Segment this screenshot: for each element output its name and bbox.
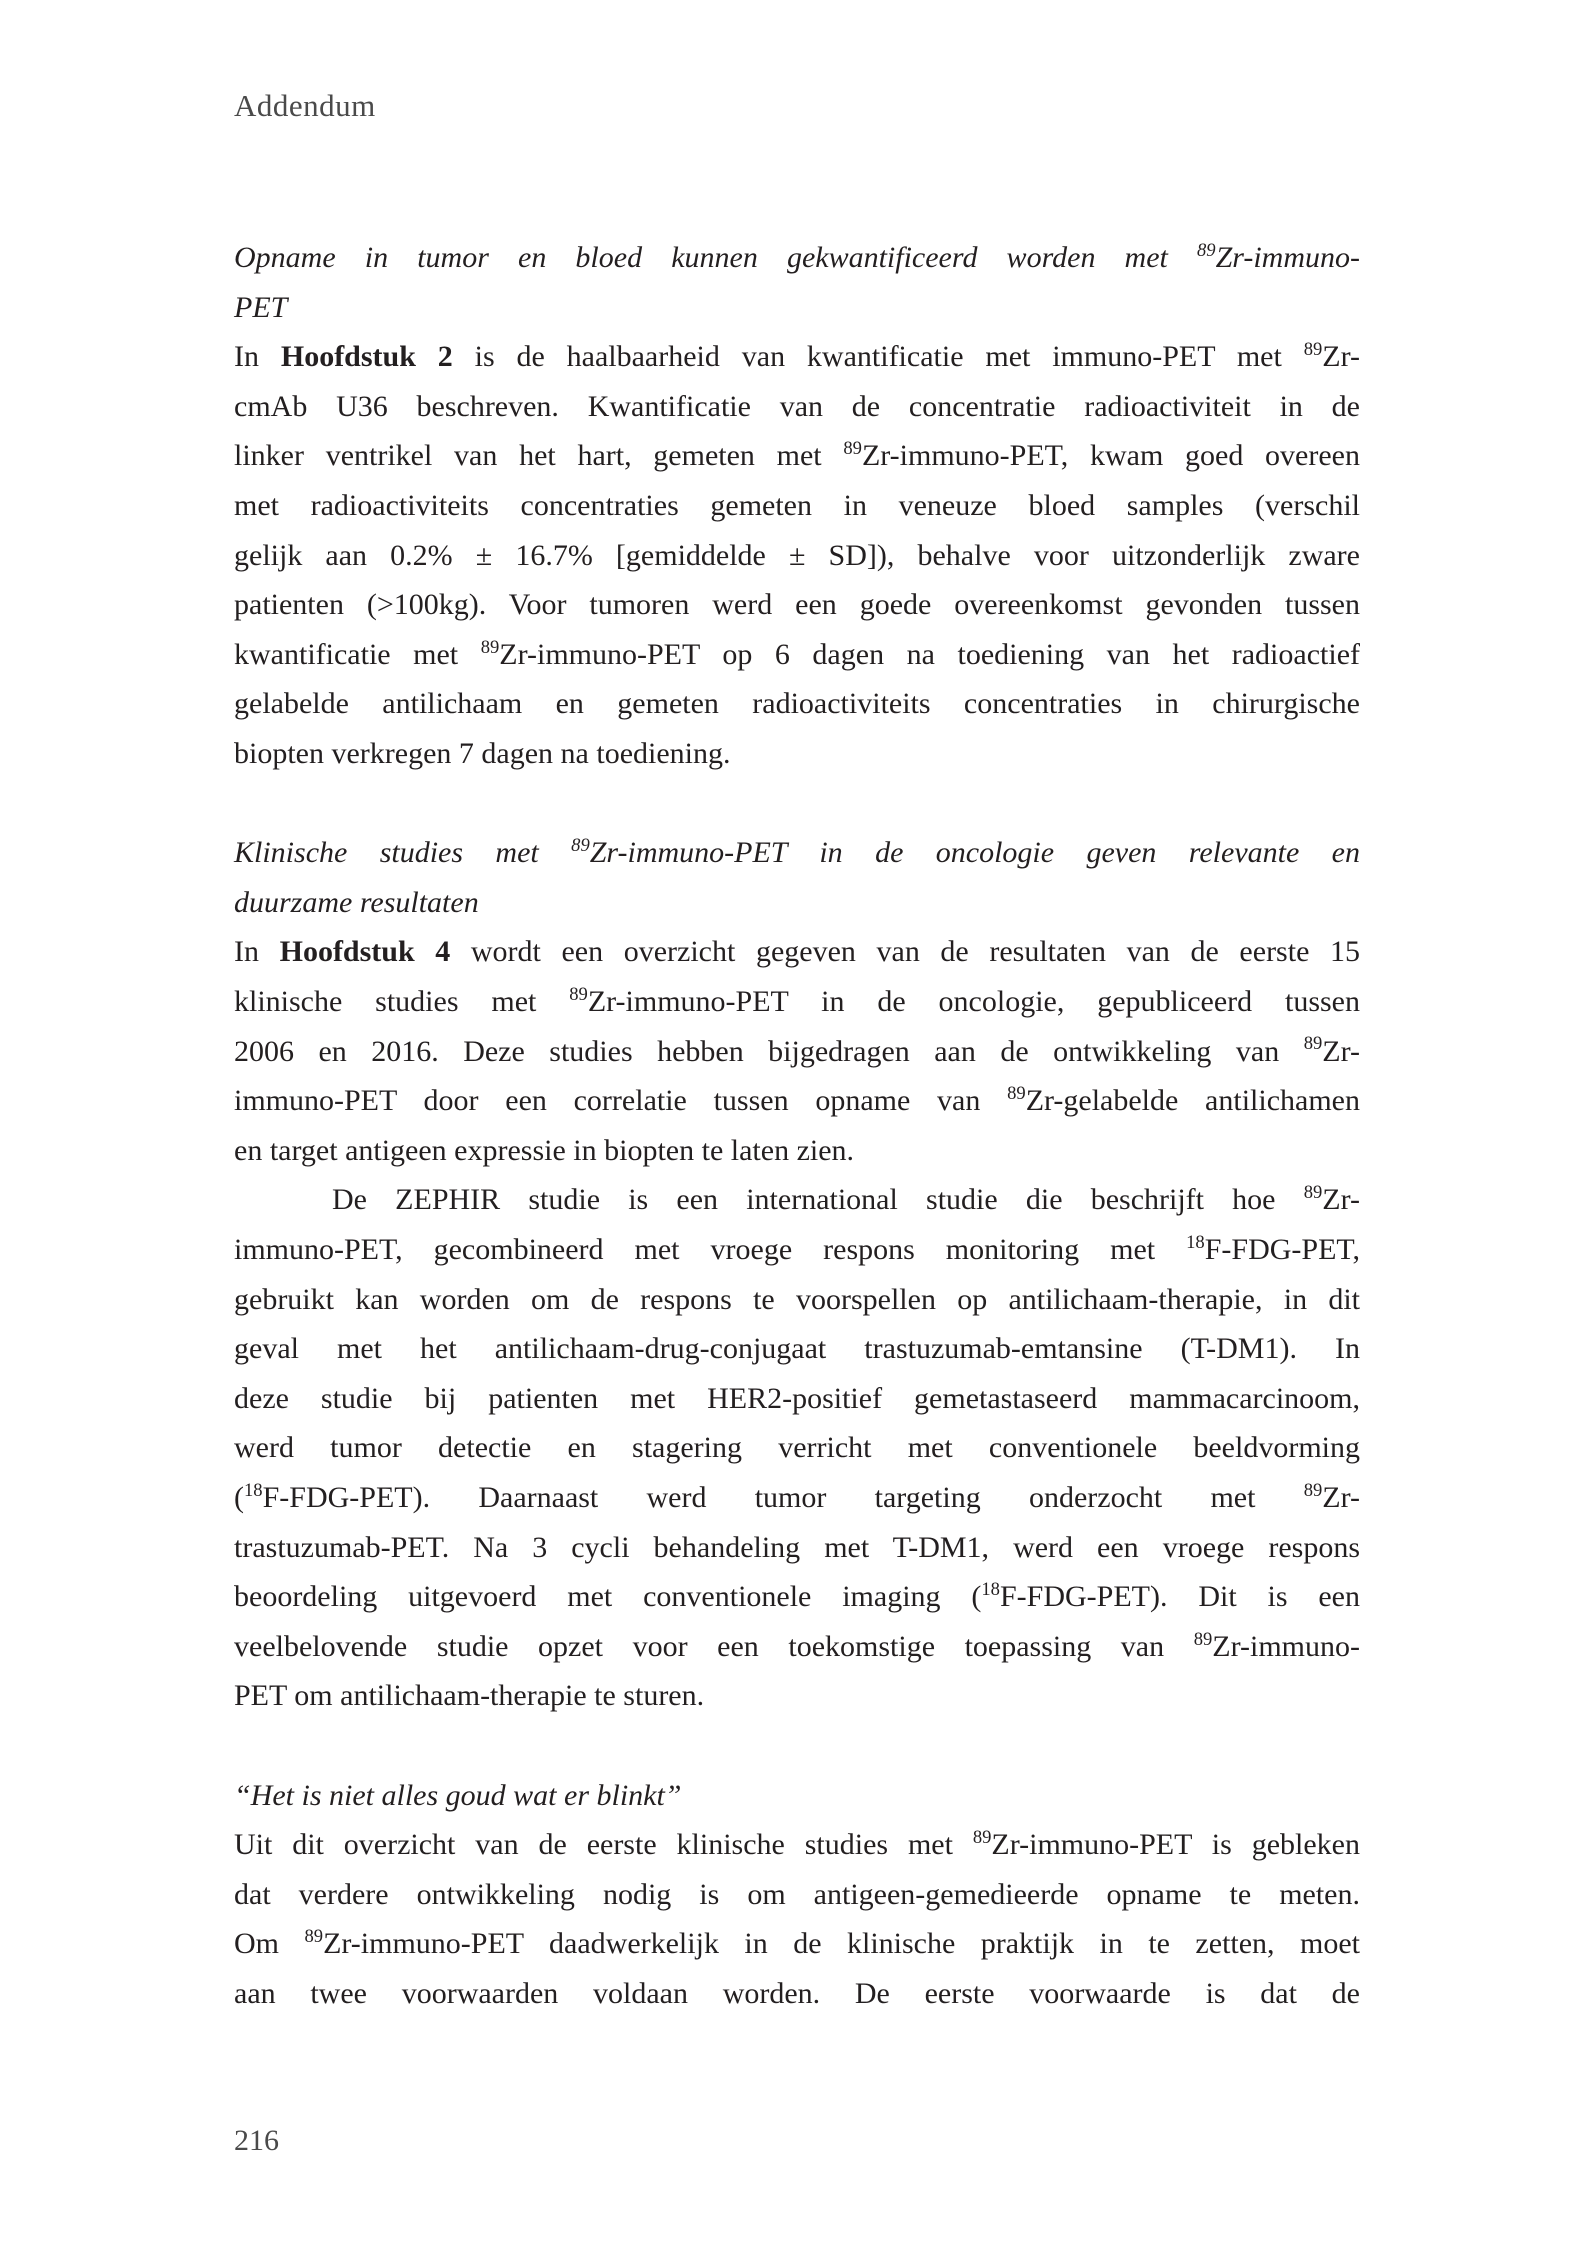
section-heading-line (234, 1774, 1360, 1818)
superscript: 89 (480, 636, 500, 658)
text-run: geval met het antilichaam-drug-conjugaat trastuzumab-emtansine (T-DM1). In (234, 1332, 1360, 1366)
text-run: PET om antilichaam-therapie te sturen. (234, 1679, 705, 1713)
paragraph-line (234, 1030, 1360, 1074)
paragraph-line (234, 1972, 1360, 2016)
text-run: F-FDG-PET, (1204, 1233, 1360, 1266)
superscript: 89 (569, 983, 588, 1005)
paragraph-line (234, 1873, 1360, 1917)
paragraph-line (234, 534, 1360, 578)
text-run: trastuzumab-PET. Na 3 cycli behandeling met T-DM1, werd een vroege respons (234, 1530, 1360, 1564)
superscript: 89 (1303, 1182, 1323, 1204)
text-run: ( (234, 1481, 244, 1514)
running-head: Addendum (234, 88, 376, 123)
text-run: Zr- (1322, 1183, 1360, 1217)
superscript: 89 (1197, 239, 1216, 261)
text-run: gelabelde antilichaam en gemeten radioactiviteits concentraties in chirurgische (234, 687, 1360, 721)
section-heading-line (234, 881, 1360, 925)
text-run: F-FDG-PET). Dit is een (999, 1580, 1360, 1614)
text-run: wordt een overzicht gegeven van de resultaten van de eerste 15 (450, 935, 1360, 969)
paragraph-line (234, 1178, 1360, 1222)
superscript: 18 (244, 1479, 263, 1501)
text-run: beoordeling uitgevoerd met conventionele imaging ( (234, 1580, 982, 1614)
paragraph-line (234, 1625, 1360, 1669)
paragraph-line (234, 1922, 1360, 1966)
superscript: 89 (304, 1926, 324, 1948)
text-run: Zr-immuno-PET is gebleken (991, 1828, 1360, 1862)
paragraph-line (234, 1674, 1360, 1718)
text-run: Zr-immuno-PET in de oncologie, gepubliceerd tussen (587, 985, 1360, 1018)
superscript: 89 (1193, 1628, 1213, 1650)
paragraph-line (234, 1426, 1360, 1470)
superscript: 89 (972, 1827, 992, 1849)
superscript: 89 (1007, 1083, 1026, 1105)
paragraph-line (234, 682, 1360, 726)
paragraph-line (234, 1129, 1360, 1173)
text-run: Om (234, 1927, 305, 1961)
text-run: patienten (>100kg). Voor tumoren werd een goede overeenkomst gevonden tussen (234, 588, 1360, 622)
superscript: 89 (1303, 1479, 1323, 1501)
text-run: cmAb U36 beschreven. Kwantificatie van de concentratie radioactiviteit in de (234, 389, 1360, 423)
superscript: 18 (1186, 1231, 1205, 1253)
text-run: aan twee voorwaarden voldaan worden. De eerste voorwaarde is dat de (234, 1977, 1360, 2010)
paragraph-line (234, 1278, 1360, 1322)
text-run: gelijk aan 0.2% ± 16.7% [gemiddelde ± SD]), behalve voor uitzonderlijk zware (234, 538, 1360, 572)
text-run: Zr-immuno- (1215, 241, 1360, 274)
text-run: Zr-gelabelde antilichamen (1025, 1084, 1360, 1118)
text-run: klinische studies met (234, 985, 570, 1018)
paragraph-line (234, 980, 1360, 1024)
text-run: immuno-PET, gecombineerd met vroege respons monitoring met (234, 1233, 1187, 1266)
paragraph-line (234, 633, 1360, 677)
superscript: 89 (1303, 339, 1323, 361)
superscript: 18 (981, 1579, 1000, 1601)
text-run: kwantificatie met (234, 637, 481, 671)
bold-text: Hoofdstuk 2 (280, 340, 453, 374)
section-heading-line (234, 286, 1360, 330)
paragraph-line (234, 1327, 1360, 1371)
text-run: F-FDG-PET). Daarnaast werd tumor targeting onderzocht met (262, 1481, 1304, 1514)
superscript: 89 (1303, 1033, 1323, 1055)
paragraph-line (234, 434, 1360, 478)
text-run: Opname in tumor en bloed kunnen gekwantificeerd worden met (234, 241, 1197, 274)
text-run: linker ventrikel van het hart, gemeten met (234, 439, 844, 473)
text-run: Uit dit overzicht van de eerste klinische studies met (234, 1828, 973, 1862)
superscript: 89 (843, 438, 862, 460)
paragraph-line (234, 484, 1360, 528)
text-run: Zr-immuno-PET op 6 dagen na toediening van het radioactief (499, 637, 1360, 671)
page-number: 216 (234, 2124, 279, 2157)
paragraph-line (234, 1377, 1360, 1421)
text-run: is de haalbaarheid van kwantificatie met immuno-PET met (452, 340, 1304, 374)
paragraph-line (234, 1079, 1360, 1123)
text-run: veelbelovende studie opzet voor een toekomstige toepassing van (234, 1629, 1194, 1663)
paragraph-line (234, 732, 1360, 776)
text-run: duurzame resultaten (234, 885, 479, 919)
text-run: Zr- (1322, 1034, 1360, 1068)
text-run: In (234, 340, 281, 374)
paragraph-line (234, 335, 1360, 379)
section-heading-line (234, 831, 1360, 875)
text-run: Zr- (1322, 1481, 1360, 1514)
text-run: werd tumor detectie en stagering verricht met conventionele beeldvorming (234, 1431, 1360, 1465)
paragraph-line (234, 1526, 1360, 1570)
text-run: deze studie bij patienten met HER2-positief gemetastaseerd mammacarcinoom, (234, 1381, 1360, 1415)
text-run: In (234, 935, 280, 969)
superscript: 89 (571, 835, 590, 857)
paragraph-line (234, 1228, 1360, 1272)
text-run: Klinische studies met (234, 836, 572, 870)
paragraph-line (234, 930, 1360, 974)
text-run: en target antigeen expressie in biopten te laten zien. (234, 1133, 855, 1167)
paragraph-line (234, 1823, 1360, 1867)
text-run: Zr-immuno-PET in de oncologie geven relevante en (589, 836, 1360, 870)
paragraph-line (234, 385, 1360, 429)
text-run: Zr-immuno-PET, kwam goed overeen (861, 439, 1360, 473)
text-run: biopten verkregen 7 dagen na toediening. (234, 737, 731, 770)
text-run: PET (234, 290, 288, 324)
text-run: “Het is niet alles goud wat er blinkt” (234, 1778, 682, 1812)
paragraph-line (234, 583, 1360, 627)
paragraph-line (234, 1575, 1360, 1619)
text-run: Zr-immuno-PET daadwerkelijk in de klinische praktijk in te zetten, moet (323, 1927, 1360, 1961)
text-run: Zr- (1322, 340, 1361, 374)
paragraph-line (234, 1476, 1360, 1520)
section-heading-line (234, 236, 1360, 280)
text-run: 2006 en 2016. Deze studies hebben bijgedragen aan de ontwikkeling van (234, 1034, 1304, 1068)
text-run: Zr-immuno- (1212, 1629, 1360, 1663)
text-run: dat verdere ontwikkeling nodig is om antigeen-gemedieerde opname te meten. (234, 1877, 1360, 1911)
text-run: gebruikt kan worden om de respons te voorspellen op antilichaam-therapie, in dit (234, 1282, 1360, 1316)
text-run: met radioactiviteits concentraties gemeten in veneuze bloed samples (verschil (234, 489, 1360, 522)
text-run: De ZEPHIR studie is een international studie die beschrijft hoe (332, 1183, 1304, 1217)
text-run: immuno-PET door een correlatie tussen opname van (234, 1084, 1008, 1118)
bold-text: Hoofdstuk 4 (279, 935, 451, 969)
